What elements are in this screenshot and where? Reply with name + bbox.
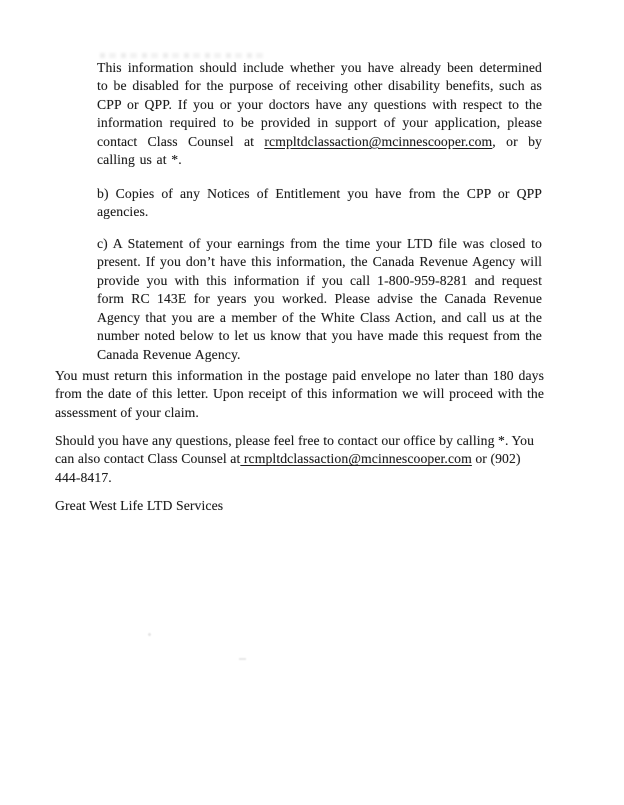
paragraph-disability-info-text: This information should include whether you have already been determined to be disabled for the purpose of receiving other disability benefits, such as CPP or QPP. If you or your doctors have any questions with respect to the information required to be provided in support of your application, please contact Class Counsel at	[97, 60, 542, 149]
scan-artifact-ghost-text	[100, 53, 268, 58]
scan-artifact-speck	[239, 658, 246, 660]
email-link: rcmpltdclassaction@mcinnescooper.com	[240, 451, 472, 467]
signature-line: Great West Life LTD Services	[55, 498, 224, 513]
paragraph-disability-info-tail: , or by calling us at *.	[97, 133, 542, 168]
paragraph-questions-text: Should you have any questions, please feel free to contact our office by calling *. You can also contact Class Counsel at	[55, 433, 535, 467]
paragraph-item-b: b) Copies of any Notices of Entitlement you have from the CPP or QPP agencies.	[97, 186, 542, 220]
paragraph-item-c: c) A Statement of your earnings from the time your LTD file was closed to present. If you don’t have this information, the Canada Revenue Agency will provide you with this information if you call 1-800-959-8281 and request form RC 143E for years you worked. Please advise the Canada Revenue Agency that you are a member of the White Class Action, and call us at the number noted below to let us know that you have made this request from the Canada Revenue Agency.	[97, 236, 542, 362]
paragraph-disability-info	[97, 59, 542, 170]
email-link: rcmpltdclassaction@mcinnescooper.com	[264, 133, 493, 149]
paragraph-questions-tail: or (902) 444-8417.	[55, 451, 521, 485]
scan-artifact-speck	[148, 633, 151, 636]
paragraph-questions-contact	[55, 432, 544, 487]
paragraph-return-instructions: You must return this information in the postage paid envelope no later than 180 days from the date of this letter. Upon receipt of this information we will proceed with the assessment of your claim.	[55, 368, 544, 420]
